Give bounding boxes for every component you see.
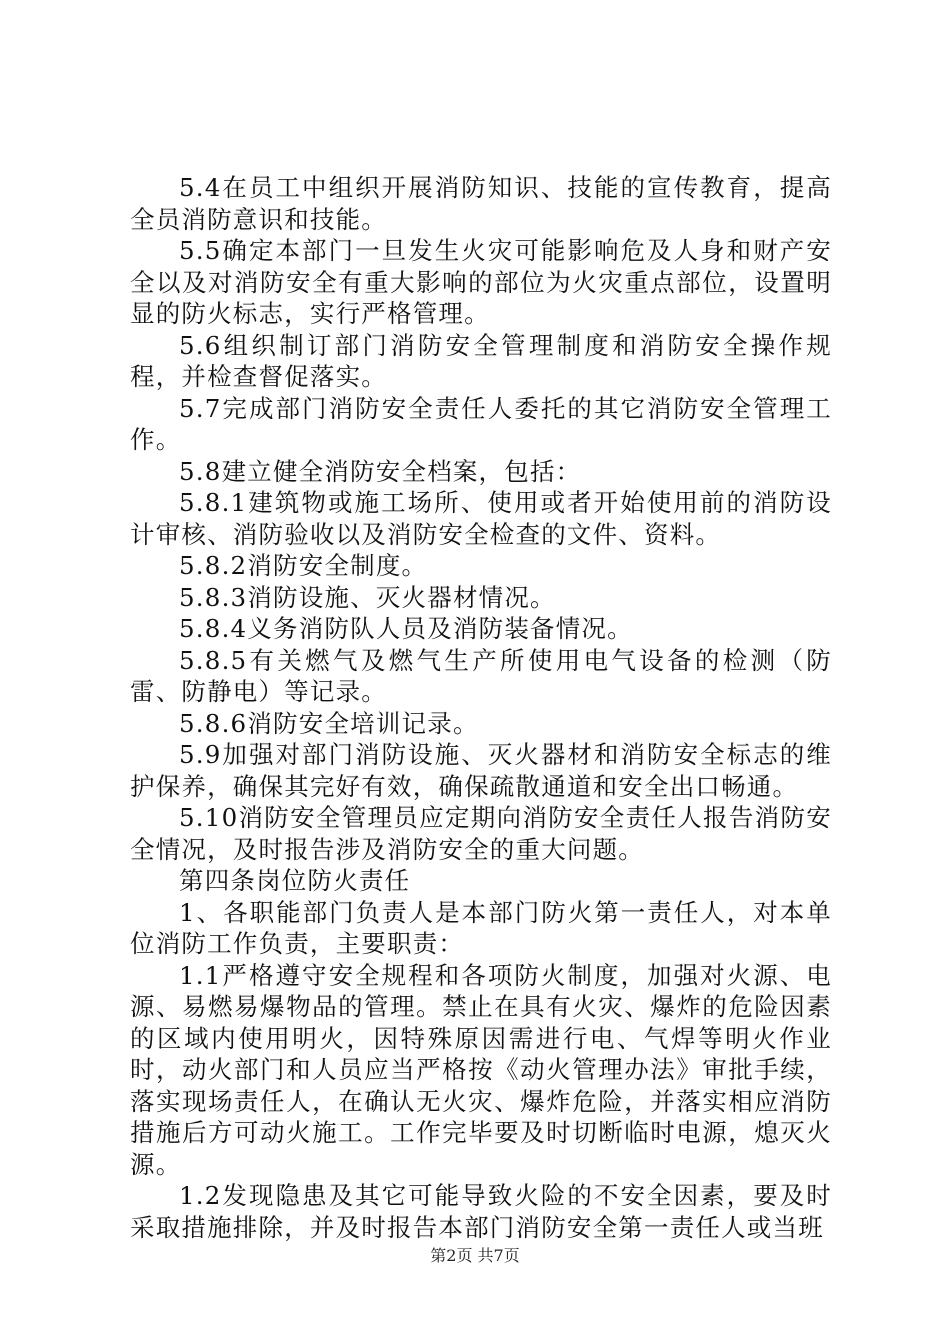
page-footer: 第2页 共7页 bbox=[430, 1246, 520, 1265]
paragraph-1-2: 1.2发现隐患及其它可能导致火险的不安全因素，要及时采取措施排除，并及时报告本部门消防安全第一责任人或当班 bbox=[130, 1181, 832, 1242]
paragraph-5-4: 5.4在员工中组织开展消防知识、技能的宣传教育，提高全员消防意识和技能。 bbox=[130, 173, 832, 234]
paragraph-5-10: 5.10消防安全管理员应定期向消防安全责任人报告消防安全情况，及时报告涉及消防安全的重大问题。 bbox=[130, 803, 832, 864]
document-body bbox=[130, 172, 832, 1243]
paragraph-5-6: 5.6组织制订部门消防安全管理制度和消防安全操作规程，并检查督促落实。 bbox=[130, 330, 832, 391]
section-heading-article-4: 第四条岗位防火责任 bbox=[179, 866, 411, 895]
paragraph-5-8-4: 5.8.4义务消防队人员及消防装备情况。 bbox=[179, 614, 633, 643]
paragraph-5-8-3: 5.8.3消防设施、灭火器材情况。 bbox=[179, 582, 556, 612]
paragraph-5-8-6: 5.8.6消防安全培训记录。 bbox=[179, 708, 479, 738]
paragraph-1-1: 1.1严格遵守安全规程和各项防火制度，加强对火源、电源、易燃易爆物品的管理。禁止在具有火灾、爆炸的危险因素的区域内使用明火，因特殊原因需进行电、气焊等明火作业时，动火部门和人员应当严格按《动火管理办法》审批手续，落实现场责任人，在确认无火灾、爆炸危险，并落实相应消防措施后方可动火施工。工作完毕要及时切断临时电源，熄灭火源。 bbox=[130, 960, 832, 1179]
paragraph-1: 1、各职能部门负责人是本部门防火第一责任人，对本单位消防工作负责，主要职责： bbox=[130, 897, 832, 958]
paragraph-5-9: 5.9加强对部门消防设施、灭火器材和消防安全标志的维护保养，确保其完好有效，确保疏散通道和安全出口畅通。 bbox=[130, 740, 832, 801]
paragraph-5-8-2: 5.8.2消防安全制度。 bbox=[179, 551, 428, 580]
paragraph-5-8-5: 5.8.5有关燃气及燃气生产所使用电气设备的检测（防雷、防静电）等记录。 bbox=[130, 645, 832, 706]
paragraph-5-8: 5.8建立健全消防安全档案，包括： bbox=[179, 456, 582, 486]
paragraph-5-8-1: 5.8.1建筑物或施工场所、使用或者开始使用前的消防设计审核、消防验收以及消防安全检查的文件、资料。 bbox=[130, 488, 832, 549]
paragraph-5-7: 5.7完成部门消防安全责任人委托的其它消防安全管理工作。 bbox=[130, 393, 832, 454]
paragraph-5-5: 5.5确定本部门一旦发生火灾可能影响危及人身和财产安全以及对消防安全有重大影响的部位为火灾重点部位，设置明显的防火标志，实行严格管理。 bbox=[130, 236, 832, 328]
